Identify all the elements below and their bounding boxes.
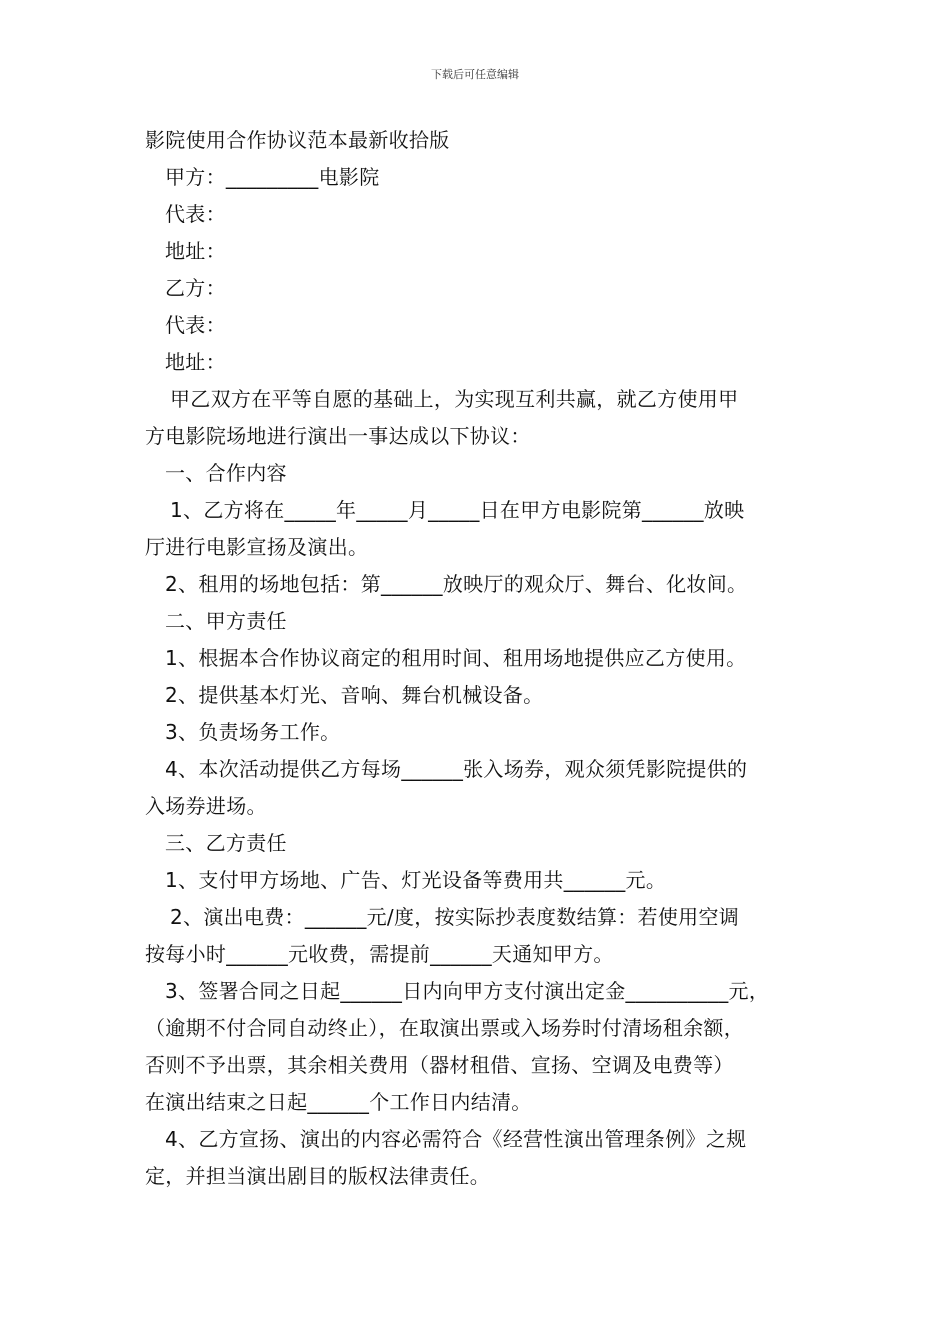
section-heading-party-b: 三、乙方责任: [165, 831, 287, 855]
document-body: [145, 122, 817, 1195]
party-b: 乙方：: [165, 276, 226, 300]
section-heading-party-a: 二、甲方责任: [165, 609, 287, 633]
clause-1-1-line-2: 厅进行电影宣扬及演出。: [145, 535, 369, 559]
clause-2-1: 1、根据本合作协议商定的租用时间、租用场地提供应乙方使用。: [165, 646, 747, 670]
clause-2-4-line-2: 入场券进场。: [145, 794, 267, 818]
section-heading-cooperation: 一、合作内容: [165, 461, 287, 485]
party-a-address: 地址：: [165, 239, 226, 263]
clause-1-2: 2、租用的场地包括：第______放映厅的观众厅、舞台、化妆间。: [165, 572, 748, 596]
clause-2-3: 3、负责场务工作。: [165, 720, 341, 744]
party-b-representative: 代表：: [165, 313, 226, 337]
clause-3-3-line-4: 在演出结束之日起______个工作日内结清。: [145, 1090, 532, 1114]
document-title: 影院使用合作协议范本最新收拾版: [145, 128, 450, 152]
preamble-line-2: 方电影院场地进行演出一事达成以下协议：: [145, 424, 531, 448]
preamble-line-1: 甲乙双方在平等自愿的基础上，为实现互利共赢，就乙方使用甲: [170, 387, 739, 411]
clause-3-4-line-1: 4、乙方宣扬、演出的内容必需符合《经营性演出管理条例》之规: [165, 1127, 747, 1151]
page-header: 下载后可任意编辑: [431, 68, 519, 81]
clause-3-3-line-1: 3、签署合同之日起______日内向甲方支付演出定金__________元，: [165, 979, 770, 1003]
clause-2-2: 2、提供基本灯光、音响、舞台机械设备。: [165, 683, 544, 707]
party-a-representative: 代表：: [165, 202, 226, 226]
clause-3-2-line-2: 按每小时______元收费，需提前______天通知甲方。: [145, 942, 614, 966]
party-a: 甲方：_________电影院: [165, 165, 380, 189]
clause-3-4-line-2: 定，并担当演出剧目的版权法律责任。: [145, 1164, 491, 1188]
clause-3-3-line-3: 否则不予出票，其余相关费用（器材租借、宣扬、空调及电费等）: [145, 1053, 734, 1077]
clause-3-1: 1、支付甲方场地、广告、灯光设备等费用共______元。: [165, 868, 667, 892]
clause-2-4-line-1: 4、本次活动提供乙方每场______张入场券，观众须凭影院提供的: [165, 757, 748, 781]
party-b-address: 地址：: [165, 350, 226, 374]
clause-1-1-line-1: 1、乙方将在_____年_____月_____日在甲方电影院第______放映: [170, 498, 745, 522]
clause-3-2-line-1: 2、演出电费：______元/度，按实际抄表度数结算：若使用空调: [170, 905, 740, 929]
clause-3-3-line-2: （逾期不付合同自动终止），在取演出票或入场券时付清场租余额，: [145, 1016, 744, 1040]
